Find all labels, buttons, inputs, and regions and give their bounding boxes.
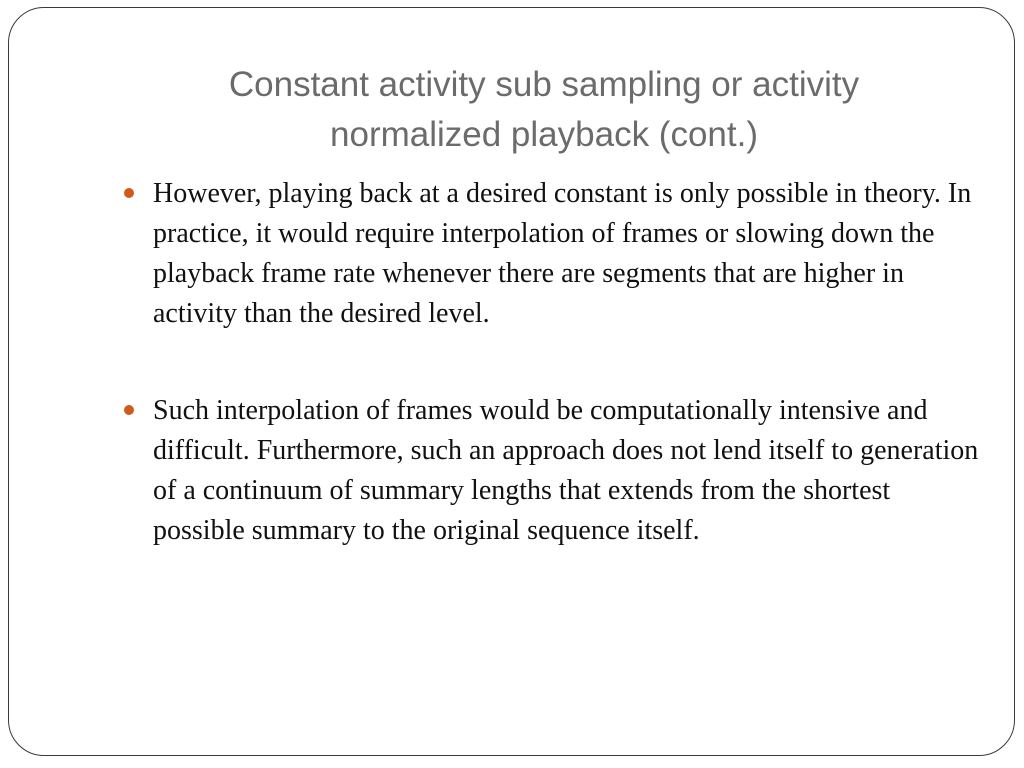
bullet-dot-icon — [124, 405, 134, 415]
slide-title: Constant activity sub sampling or activity normalized playback (cont.) — [228, 65, 860, 154]
bullet-list — [121, 174, 981, 551]
bullet-item — [121, 174, 981, 334]
bullet-item — [121, 391, 981, 551]
bullet-dot-icon — [124, 188, 134, 198]
bullet-text: However, playing back at a desired constant is only possible in theory. In practice, it would require interpolation of frames or slowing down the playback frame rate whenever there are segments that are higher in activity than the desired level. — [153, 178, 972, 329]
bullet-text: Such interpolation of frames would be computationally intensive and difficult. Furthermore, such an approach does not lend itself to generation of a continuum of summary lengths that extends from the shortest possible summary to the original sequence itself. — [153, 395, 979, 546]
slide-frame — [8, 7, 1015, 756]
